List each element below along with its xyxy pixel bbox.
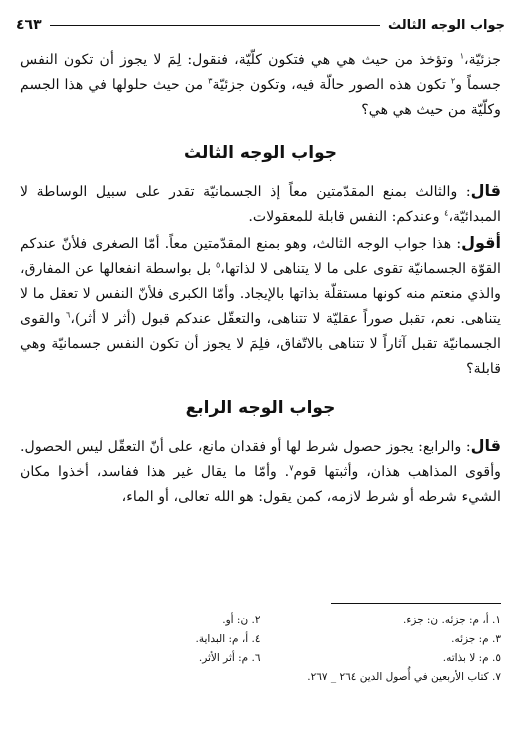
qal-label: قال (470, 181, 501, 200)
qal-paragraph-fourth (20, 433, 501, 510)
section-heading-fourth: جواب الوجه الرابع (185, 398, 336, 418)
qal-text-1: : والرابع: يجوز حصول شرط لها أو فقدان مانع، على أنّ التعقّل ليس الحصول. وأقوى المذاهب هذان، وأثبتها قوم (20, 439, 501, 480)
footnote-row (20, 630, 501, 649)
intro-paragraph (20, 48, 501, 123)
footnotes (20, 611, 501, 687)
footnote-ref-1: ١ (459, 51, 464, 61)
intro-text-4: من حيث حلولها في هذا الجسم وكلّيّة من حيث هي هي؟ (20, 77, 501, 118)
intro-text-2: وتؤخذ من حيث هي هي فتكون كلّيّة، فنقول: لِمَ لا يجوز أن تكون النفس جسماً و (20, 52, 501, 93)
qal-text-2: . وأمّا ما يقال غير هذا ففاسد، أخذوا مكان الشيء شرطه أو شرط لازمه، كمن يقول: هو الله تعالى، أو الماء، (20, 464, 501, 505)
aqul-text-1: : هذا جواب الوجه الثالث، وهو بمنع المقدّمتين معاً. أمّا الصغرى فلأنّ عندكم القوّة الجسمانيّة تقوى على ما لا يتناهى لا لذاتها، (20, 236, 502, 277)
footnote-ref-6: ٦ (66, 310, 71, 320)
qal-text-1: : والثالث بمنع المقدّمتين معاً إذ الجسمانيّة تقدر على سبيل الوساطة لا المبدائيّة، (20, 184, 501, 225)
footnote-ref-7: ٧ (289, 463, 294, 473)
footnote-6: ٦. م: أثر الأثر. (198, 652, 261, 664)
running-head (16, 14, 505, 36)
footnote-3: ٣. م: جزئه. (451, 633, 501, 645)
aqul-text-2: بل بواسطة انفعالها عن المفارق، والذي منعتم منه كونها مستقلّة بذاتها بالإيجاد. وأمّا الكبرى فلأنّ النفس لا تعقل ما لا يتناهى. نعم، تقبل صوراً عقليّة لا تتناهى، والتعقّل عندكم قبول (أثر لا أثر)، (20, 261, 501, 327)
aqul-label: أقول (461, 233, 501, 252)
footnote-row (20, 611, 501, 630)
page-number: ٤٦٣ (16, 17, 42, 33)
qal-label: قال (470, 436, 501, 455)
footnote-7: ٧. كتاب الأربعين في أُصول الدين ٢٦٤ _ ٢٦٧. (307, 671, 501, 683)
footnote-row (20, 649, 501, 668)
footnote-rule (331, 603, 501, 604)
footnote-ref-4: ٤ (444, 208, 449, 218)
footnote-5: ٥. م: لا بذاته. (442, 652, 501, 664)
aqul-text-3: والقوى الجسمانيّة تقبل آثاراً لا تتناهى بالاتّفاق، فلِمَ لا يجوز أن تكون النفس جسمانيّة وهي قابلة؟ (20, 311, 501, 377)
footnote-ref-3: ٣ (208, 76, 213, 86)
running-head-title: جواب الوجه الثالث (388, 17, 505, 33)
footnote-1: ١. أ، م: جزئه. ن: جزء. (403, 614, 501, 626)
aqul-paragraph-third (20, 230, 501, 382)
qal-paragraph-third (20, 178, 501, 230)
footnote-ref-2: ٢ (450, 76, 456, 86)
intro-text-1: جزئيّة، (463, 52, 501, 68)
footnote-row (20, 668, 501, 687)
footnote-4: ٤. أ، م: البداية. (195, 633, 261, 645)
footnote-ref-5: ٥ (216, 260, 221, 270)
main-text (20, 48, 501, 510)
footnote-2: ٢. ن: أو. (222, 614, 261, 626)
qal-text-2: وعندكم: النفس قابلة للمعقولات. (248, 209, 445, 225)
section-heading-third: جواب الوجه الثالث (184, 143, 337, 163)
intro-text-3: تكون هذه الصور حالّة فيه، وتكون جزئيّة (212, 77, 451, 93)
running-head-rule (50, 25, 380, 26)
